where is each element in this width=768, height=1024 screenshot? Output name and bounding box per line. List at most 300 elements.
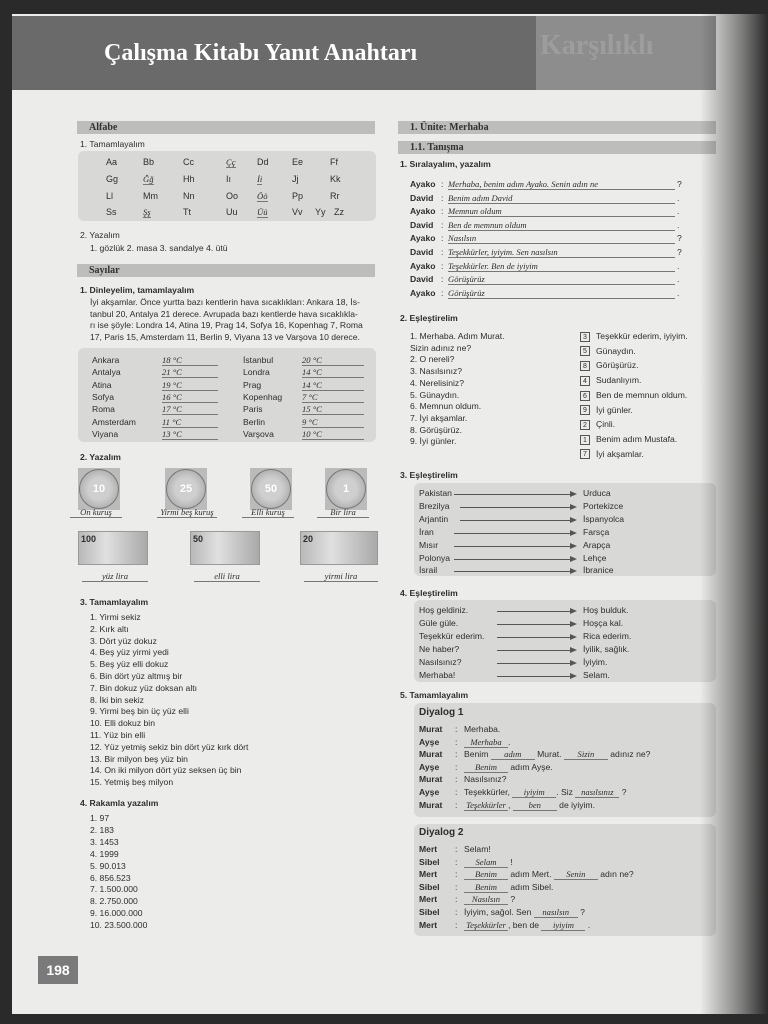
city-label: Ankara [92, 355, 120, 365]
dialog-text: adınız ne? [607, 749, 651, 760]
paragraph-line: İyi akşamlar. Önce yurtta bazı kentlerin hava sıcaklıkları: Ankara 18, İs- [90, 297, 360, 307]
country-name: Arjantin [419, 513, 449, 524]
colon: : [455, 856, 458, 867]
matching-question: 9. İyi günler. [410, 436, 457, 447]
language-name: Arapça [583, 539, 611, 550]
fill-in-answer: Teşekkürler [464, 800, 508, 811]
city-label: Kopenhag [243, 391, 283, 402]
number-word-item: 2. Kırk altı [90, 623, 129, 634]
matching-question: Sizin adınız ne? [410, 342, 472, 353]
coin-image: 10 [79, 469, 119, 509]
paragraph-line: rı ise şöyle: Londra 14, Atina 19, Prag 14, Sofya 16, Kopenhag 7, Roma [90, 320, 363, 330]
colon: : [441, 287, 444, 298]
number-digit-item: 6. 856.523 [90, 872, 131, 883]
city-label: Atina [92, 379, 112, 390]
number-digit-item: 4. 1999 [90, 848, 119, 859]
colon: : [441, 274, 444, 285]
dialog-text: Merhaba. [464, 724, 501, 734]
colon: : [455, 749, 458, 760]
fill-in-answer: adım [491, 749, 535, 760]
answer-number-box: 6 [580, 391, 590, 401]
coin-caption: Elli kuruş [242, 507, 294, 518]
dialog-answer: Ben de memnun oldum [448, 220, 675, 231]
match-arrow [497, 637, 572, 638]
speaker-name: Murat [419, 774, 443, 785]
dialog-text: . [585, 919, 591, 930]
country-language-box [414, 483, 716, 576]
colon: : [441, 179, 444, 189]
temperature-answer: 14 °C [302, 367, 364, 378]
dialog-text: Selam! [464, 844, 491, 854]
number-digit-item: 3. 1453 [90, 836, 119, 847]
dialog-title: Diyalog 1 [419, 707, 464, 718]
dialog-line [464, 724, 500, 734]
alphabet-letter: Oo [226, 191, 239, 201]
number-word-item: 3. Dört yüz dokuz [90, 635, 157, 646]
tanisma-ex3-label: 3. Eşleştirelim [400, 470, 458, 480]
answer-number-box: 1 [580, 435, 590, 445]
country-name: Brezilya [419, 500, 450, 511]
city-label: Sofya [92, 391, 114, 402]
speaker-name: Sibel [419, 907, 440, 917]
matching-question: 5. Günaydın. [410, 389, 460, 400]
alphabet-letter: Bb [143, 157, 155, 167]
fill-in-answer: Sizin [564, 749, 608, 760]
number-word-item: 12. Yüz yetmiş sekiz bin dört yüz kırk dört [90, 741, 249, 752]
greeting-response: İyiyim. [583, 656, 608, 667]
colon: : [441, 219, 444, 230]
country-name: Mısır [419, 539, 439, 550]
dialog-text: ? [577, 907, 585, 917]
temperature-answer: 14 °C [302, 380, 364, 391]
fill-in-answer: Benim [464, 882, 508, 893]
number-word-item: 14. On iki milyon dört yüz seksen üç bin [90, 765, 242, 776]
punctuation: ? [677, 247, 682, 257]
speaker-name: Murat [419, 749, 443, 760]
fill-in-answer: Senin [554, 869, 598, 880]
banknote-image: 50 [190, 531, 260, 565]
alphabet-letter: Vv [292, 207, 303, 217]
greeting-response: Selam. [583, 669, 610, 680]
alphabet-letter: Zz [334, 207, 344, 217]
dialog-text: adım Ayşe. [508, 761, 553, 772]
city-label: Londra [243, 367, 270, 378]
matching-question: 3. Nasılsınız? [410, 366, 463, 377]
number-word-item: 8. İki bin sekiz [90, 694, 144, 705]
speaker-name: David [410, 247, 434, 257]
number-word-item: 4. Beş yüz yirmi yedi [90, 647, 169, 658]
greeting-phrase: Ne haber? [419, 643, 460, 654]
punctuation: . [677, 287, 680, 298]
dialog-text: ? [619, 787, 627, 797]
greeting-phrase: Nasılsınız? [419, 656, 462, 667]
banknote-image: 100 [78, 531, 148, 565]
dialog-line [464, 749, 650, 760]
punctuation: . [677, 206, 680, 217]
matching-answer-row [580, 434, 677, 445]
greeting-response: Hoş bulduk. [583, 605, 629, 615]
speaker-name: David [410, 192, 434, 203]
alphabet-letter: Çç [226, 157, 236, 167]
matching-answer-row [580, 360, 639, 371]
alphabet-letter: Öö [257, 191, 268, 201]
dialog-text: Murat. [534, 749, 564, 760]
fill-in-answer: Nasılsın [464, 894, 508, 905]
match-arrow [497, 611, 572, 612]
colon: : [441, 260, 444, 271]
number-digit-item: 7. 1.500.000 [90, 884, 138, 895]
match-arrow [497, 650, 572, 651]
number-word-item: 10. Elli dokuz bin [90, 718, 155, 729]
matching-answer-row [580, 419, 615, 430]
speaker-name: Sibel [419, 856, 440, 867]
punctuation: . [677, 260, 680, 271]
temperature-answer: 7 °C [302, 392, 364, 403]
temperature-answer: 17 °C [162, 404, 218, 415]
banknote-caption: elli lira [194, 571, 260, 582]
greeting-response: Hoşça kal. [583, 617, 624, 628]
alphabet-letter: Uu [226, 207, 238, 217]
coin-caption: Yirmi beş kuruş [157, 507, 217, 518]
temperature-answer: 20 °C [302, 355, 364, 366]
colon: : [441, 206, 444, 217]
ghost-title: Karşılıklı [540, 30, 654, 61]
punctuation: . [677, 219, 680, 230]
match-arrow [497, 676, 572, 677]
speaker-name: Ayako [410, 179, 436, 189]
speaker-name: Mert [419, 844, 438, 854]
alphabet-letter: Üü [257, 207, 268, 217]
alphabet-letter: Jj [292, 174, 299, 184]
colon: : [441, 247, 444, 257]
colon: : [455, 907, 458, 917]
answer-text: Sudanlıyım. [596, 375, 642, 386]
matching-answer-row [580, 375, 641, 386]
banknote-image: 20 [300, 531, 378, 565]
dialog-answer: Merhaba, benim adım Ayako. Senin adın ne [448, 179, 675, 190]
dialog-line [464, 920, 590, 931]
matching-answer-row [580, 449, 644, 460]
alphabet-letter: İi [257, 174, 263, 184]
city-label: Berlin [243, 416, 265, 427]
dialog-title: Diyalog 2 [419, 827, 464, 838]
tanisma-ex1-label: 1. Sıralayalım, yazalım [400, 159, 491, 169]
dialog-answer: Görüşürüz [448, 274, 675, 285]
sayilar-ex3-label: 3. Tamamlayalım [80, 597, 149, 607]
number-digit-item: 9. 16.000.000 [90, 908, 143, 919]
alfabe-ex1-label: 1. Tamamlayalım [80, 139, 145, 149]
greeting-phrase: Hoş geldiniz. [419, 605, 469, 615]
speaker-name: Sibel [419, 881, 440, 892]
number-word-item: 11. Yüz bin elli [90, 730, 146, 740]
alphabet-letter: Cc [183, 157, 194, 167]
number-digit-item: 5. 90.013 [90, 860, 126, 871]
match-arrow [460, 520, 572, 521]
city-label: İstanbul [243, 355, 274, 365]
dialog-text: Nasılsınız? [464, 774, 507, 785]
alphabet-letter: Ğğ [143, 174, 154, 184]
fill-in-answer: Benim [464, 869, 508, 880]
alphabet-letter: Iı [226, 174, 232, 184]
temperature-answer: 21 °C [162, 367, 218, 378]
dialog-text: de iyiyim. [556, 799, 595, 810]
unit-head: 1. Ünite: Merhaba [398, 121, 716, 134]
paragraph-line: tanbul 20, Antalya 21 derece. Avrupada bazı kentlerde hava sıcaklıkla- [90, 308, 358, 319]
match-arrow [454, 494, 572, 495]
dialog-text: İyiyim, sağol. Sen [464, 907, 534, 917]
alphabet-letter: Yy [315, 207, 326, 217]
dialog-line [464, 894, 515, 905]
colon: : [455, 894, 458, 905]
alphabet-letter: Pp [292, 191, 304, 201]
speaker-name: Ayşe [419, 787, 440, 797]
matching-question: 1. Merhaba. Adım Murat. [410, 331, 505, 341]
number-digit-item: 1. 97 [90, 813, 110, 823]
language-name: Urduca [583, 488, 611, 498]
matching-question: 4. Nerelisiniz? [410, 377, 464, 388]
fill-in-answer: Teşekkürler [464, 920, 508, 931]
number-word-item: 1. Yirmi sekiz [90, 612, 141, 622]
binding-shadow [700, 14, 768, 1014]
greeting-response: Rica ederim. [583, 630, 632, 641]
matching-answer-row [580, 331, 688, 342]
matching-question: 7. İyi akşamlar. [410, 412, 468, 423]
colon: : [441, 233, 444, 244]
match-arrow [497, 663, 572, 664]
tanisma-ex5-label: 5. Tamamlayalım [400, 690, 469, 700]
fill-in-answer: nasılsınız [575, 787, 619, 798]
coin-caption: Bir lira [317, 507, 369, 518]
number-word-item: 5. Beş yüz elli dokuz [90, 659, 169, 670]
speaker-name: Murat [419, 799, 443, 810]
answer-number-box: 4 [580, 376, 590, 386]
temperature-answer: 15 °C [302, 404, 364, 415]
dialog-text: , ben de [508, 919, 542, 930]
colon: : [455, 799, 458, 810]
alfabe-ex2-label: 2. Yazalım [80, 230, 120, 240]
number-digit-item: 2. 183 [90, 824, 114, 835]
match-arrow [454, 546, 572, 547]
greeting-phrase: Teşekkür ederim. [419, 630, 485, 641]
alphabet-letter: Ff [330, 157, 338, 167]
speaker-name: David [410, 219, 434, 230]
answer-number-box: 9 [580, 405, 590, 415]
fill-in-answer: Benim [464, 762, 508, 773]
city-label: Antalya [92, 367, 121, 378]
country-name: İran [419, 526, 434, 537]
alphabet-letter: Rr [330, 191, 340, 201]
speaker-name: Ayako [410, 287, 436, 298]
answer-text: İyi akşamlar. [596, 448, 644, 459]
answer-number-box: 8 [580, 361, 590, 371]
alphabet-letter: Aa [106, 157, 118, 167]
alphabet-letter: Şş [143, 207, 151, 217]
alphabet-letter: Ll [106, 191, 114, 201]
dialog-answer: Benim adım David [448, 193, 675, 204]
matching-answer-row [580, 346, 636, 357]
page-number: 198 [38, 956, 78, 984]
dialog-text: ! [508, 856, 513, 867]
tanisma-ex2-label: 2. Eşleştirelim [400, 313, 458, 323]
dialog-text: adım Sibel. [508, 881, 554, 892]
temperature-answer: 9 °C [302, 417, 364, 428]
answer-text: Benim adım Mustafa. [596, 433, 678, 444]
matching-answer-row [580, 390, 687, 401]
number-word-item: 13. Bir milyon beş yüz bin [90, 753, 188, 764]
number-word-item: 15. Yetmiş beş milyon [90, 777, 174, 788]
answer-text: İyi günler. [596, 404, 633, 415]
dialog-text: , [508, 799, 513, 810]
speaker-name: Murat [419, 724, 443, 734]
coin-caption: On kuruş [70, 507, 122, 518]
paragraph-line: 17, Paris 15, Amsterdam 11, Berlin 9, Viyana 13 ve Varşova 10 derece. [90, 331, 360, 342]
section-alfabe-head: Alfabe [77, 121, 375, 134]
temperature-answer: 11 °C [162, 417, 218, 428]
number-word-item: 6. Bin dört yüz altmış bir [90, 671, 183, 681]
match-arrow [460, 507, 572, 508]
matching-question: 2. O nereli? [410, 354, 455, 365]
colon: : [455, 761, 458, 772]
speaker-name: Ayako [410, 260, 436, 271]
dialog-text: Teşekkürler, [464, 787, 513, 797]
dialog-answer: Görüşürüz [448, 288, 675, 299]
city-label: Prag [243, 379, 262, 390]
speaker-name: Mert [419, 894, 438, 905]
alphabet-letter: Ss [106, 207, 117, 217]
match-arrow [454, 533, 572, 534]
page-title: Çalışma Kitabı Yanıt Anahtarı [104, 40, 418, 66]
dialog-line [464, 774, 507, 784]
fill-in-answer: iyiyim [541, 920, 585, 931]
language-name: İspanyolca [583, 513, 625, 524]
colon: : [455, 869, 458, 880]
coin-image: 50 [251, 469, 291, 509]
dialog-text: Benim [464, 749, 491, 760]
lesson-head: 1.1. Tanışma [398, 141, 716, 154]
temperature-answer: 10 °C [302, 429, 364, 440]
answer-text: Ben de memnun oldum. [596, 389, 688, 400]
number-digit-item: 10. 23.500.000 [90, 920, 148, 931]
banknote-caption: yirmi lira [304, 571, 378, 582]
punctuation: . [677, 274, 680, 285]
colon: : [455, 774, 458, 785]
dialog-answer: Nasılsın [448, 233, 675, 244]
fill-in-answer: Merhaba [464, 737, 508, 748]
dialog-text: adım Mert. [508, 869, 554, 880]
alphabet-letter: Dd [257, 157, 269, 167]
match-arrow [454, 571, 572, 572]
match-arrow [497, 624, 572, 625]
dialog-answer: Teşekkürler. Ben de iyiyim [448, 261, 675, 272]
greeting-phrase: Güle güle. [419, 617, 459, 628]
matching-question: 6. Memnun oldum. [410, 401, 482, 412]
matching-answer-row [580, 405, 633, 416]
sayilar-ex2-label: 2. Yazalım [80, 452, 121, 462]
temperature-answer: 16 °C [162, 392, 218, 403]
language-name: Portekizce [583, 500, 624, 511]
colon: : [441, 192, 444, 203]
speaker-name: Ayako [410, 206, 436, 217]
colon: : [455, 919, 458, 930]
language-name: İbranice [583, 565, 614, 576]
punctuation: ? [677, 233, 682, 244]
dialog-line [464, 869, 634, 880]
city-label: Varşova [243, 428, 274, 439]
dialog-line [464, 787, 627, 798]
dialog-answer: Memnun oldum [448, 206, 675, 217]
answer-number-box: 3 [580, 332, 590, 342]
alphabet-letter: Tt [183, 207, 191, 217]
alphabet-letter: Ee [292, 157, 304, 167]
speaker-name: Mert [419, 869, 438, 880]
dialog-line [464, 882, 553, 893]
city-label: Roma [92, 404, 115, 415]
colon: : [455, 881, 458, 892]
sayilar-ex4-label: 4. Rakamla yazalım [80, 798, 159, 808]
dialog-answer: Teşekkürler, iyiyim. Sen nasılsın [448, 247, 675, 258]
alphabet-letter: Kk [330, 174, 341, 184]
dialog-text: ? [508, 894, 516, 905]
answer-text: Çinli. [596, 419, 616, 430]
dialog-line [464, 800, 595, 811]
match-arrow [454, 559, 572, 560]
country-name: Polonya [419, 552, 451, 563]
speaker-name: Ayşe [419, 761, 440, 772]
colon: : [455, 724, 458, 734]
country-name: Pakistan [419, 488, 452, 498]
dialog-line [464, 907, 585, 918]
answer-text: Görüşürüz. [596, 360, 639, 371]
colon: : [455, 844, 458, 854]
dialog-line [464, 844, 491, 854]
fill-in-answer: iyiyim [512, 787, 556, 798]
speaker-name: David [410, 274, 434, 285]
matching-question: 8. Görüşürüz. [410, 424, 463, 435]
city-label: Paris [243, 404, 263, 415]
answer-number-box: 2 [580, 420, 590, 430]
dialog-line [464, 737, 510, 748]
number-word-item: 7. Bin dokuz yüz doksan altı [90, 682, 198, 693]
answer-number-box: 5 [580, 346, 590, 356]
coin-image: 25 [166, 469, 206, 509]
dialog-text: . Siz [556, 787, 576, 797]
colon: : [455, 736, 458, 747]
alphabet-letter: Mm [143, 191, 158, 201]
dialog-text: adın ne? [597, 869, 634, 880]
language-name: Lehçe [583, 552, 607, 563]
tanisma-ex4-label: 4. Eşleştirelim [400, 588, 458, 598]
fill-in-answer: ben [513, 800, 557, 811]
alfabe-ex2-answer: 1. gözlük 2. masa 3. sandalye 4. ütü [90, 243, 228, 253]
fill-in-answer: nasılsın [534, 907, 578, 918]
banknote-caption: yüz lira [82, 571, 148, 582]
language-name: Farsça [583, 526, 610, 537]
greeting-phrase: Merhaba! [419, 669, 456, 680]
temperature-answer: 13 °C [162, 429, 218, 440]
country-name: İsrail [419, 565, 438, 576]
speaker-name: Ayako [410, 233, 436, 244]
answer-number-box: 7 [580, 449, 590, 459]
dialog-line [464, 762, 553, 773]
fill-in-answer: Selam [464, 857, 508, 868]
speaker-name: Mert [419, 919, 438, 930]
city-label: Amsterdam [92, 416, 136, 427]
section-sayilar-head: Sayılar [77, 264, 375, 277]
alphabet-letter: Nn [183, 191, 195, 201]
colon: : [455, 787, 458, 797]
greeting-response: İyilik, sağlık. [583, 643, 630, 654]
answer-text: Günaydın. [596, 345, 636, 356]
